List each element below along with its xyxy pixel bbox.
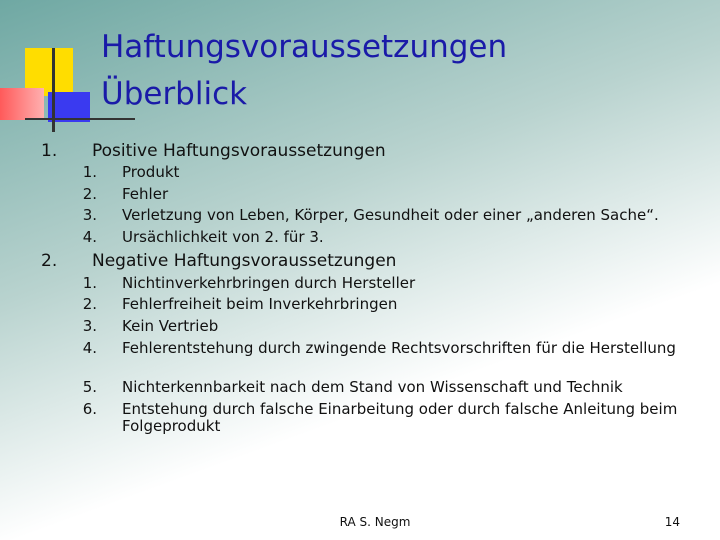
list-item: Fehlerentstehung durch zwingende Rechtsvorschriften für die Herstellung — [122, 339, 676, 357]
section-number: 1. — [41, 141, 58, 161]
item-number: 4. — [82, 228, 97, 246]
item-number: 2. — [82, 185, 97, 203]
item-number: 2. — [82, 295, 97, 313]
item-number: 1. — [82, 274, 97, 292]
section-heading: Positive Haftungsvoraussetzungen — [92, 141, 386, 161]
decor-horizontal-line — [25, 118, 135, 120]
title-line-2: Überblick — [101, 76, 248, 112]
list-item: Nichterkennbarkeit nach dem Stand von Wissenschaft und Technik — [122, 378, 623, 396]
list-item: Fehlerfreiheit beim Inverkehrbringen — [122, 295, 398, 313]
list-item: Entstehung durch falsche Einarbeitung oder durch falsche Anleitung beim Folgeprodukt — [122, 400, 678, 435]
list-item: Kein Vertrieb — [122, 317, 219, 335]
item-number: 1. — [82, 163, 97, 181]
item-number: 3. — [82, 206, 97, 224]
footer-author: RA S. Negm — [339, 515, 411, 529]
title-line-1: Haftungsvoraussetzungen — [101, 29, 508, 65]
list-item: Verletzung von Leben, Körper, Gesundheit oder einer „anderen Sache“. — [122, 206, 659, 224]
list-item: Nichtinverkehrbringen durch Hersteller — [122, 274, 416, 292]
list-item: Produkt — [122, 163, 180, 181]
item-number: 5. — [82, 378, 97, 396]
item-number: 6. — [82, 400, 97, 418]
section-heading: Negative Haftungsvoraussetzungen — [92, 251, 397, 271]
item-number: 3. — [82, 317, 97, 335]
item-number: 4. — [82, 339, 97, 357]
decor-red-square — [0, 88, 44, 120]
slide-title — [101, 24, 701, 118]
list-item: Fehler — [122, 185, 169, 203]
section-number: 2. — [41, 251, 58, 271]
list-item: Ursächlichkeit von 2. für 3. — [122, 228, 324, 246]
page-number: 14 — [664, 515, 680, 529]
